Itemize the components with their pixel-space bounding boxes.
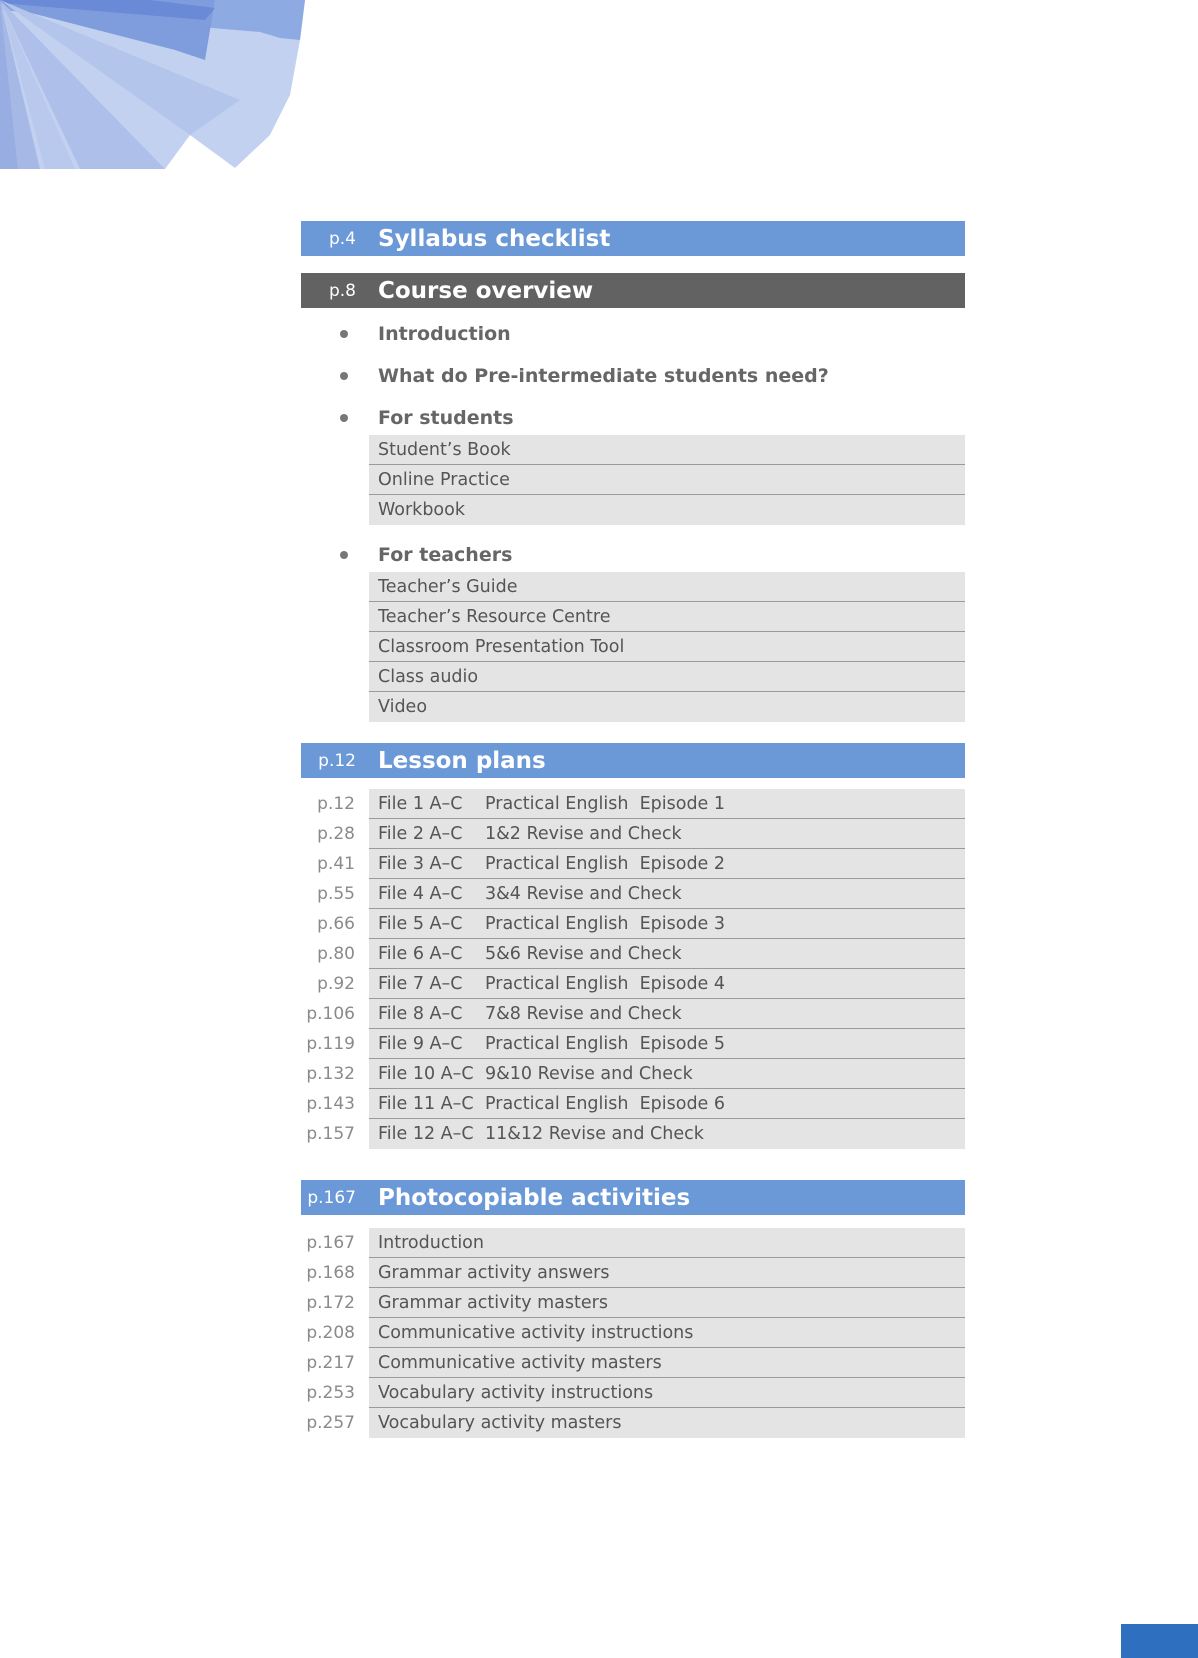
table-row[interactable]: [369, 909, 965, 939]
activity-label: Grammar activity answers: [378, 1262, 610, 1283]
list-item[interactable]: [369, 692, 965, 722]
bullet-label: Introduction: [378, 323, 511, 345]
row-page-number: p.253: [306, 1383, 355, 1403]
file-label: File 3 A–C: [378, 853, 463, 874]
corner-page-tab: [1121, 1624, 1198, 1658]
list-item-label: Teacher’s Guide: [378, 576, 518, 597]
bullet-introduction: [340, 321, 511, 347]
lesson-plans-page-number: p.12: [318, 750, 356, 771]
row-page-number: p.172: [306, 1293, 355, 1313]
row-page-number: p.119: [306, 1034, 355, 1054]
photocopiable-activities-header[interactable]: [301, 1180, 965, 1215]
list-item-label: Student’s Book: [378, 439, 511, 460]
row-page-number: p.168: [306, 1263, 355, 1283]
topic-label: Practical English Episode 2: [485, 853, 726, 874]
topic-label: Practical English Episode 1: [485, 793, 726, 814]
topic-label: Practical English Episode 4: [485, 973, 726, 994]
photocopiable-page-numbers: [290, 1228, 355, 1438]
bullet-for-teachers: [340, 542, 513, 568]
file-label: File 5 A–C: [378, 913, 463, 934]
table-row[interactable]: [369, 969, 965, 999]
topic-label: Practical English Episode 5: [485, 1033, 726, 1054]
row-page-number: p.208: [306, 1323, 355, 1343]
teachers-items-list: [369, 572, 965, 722]
list-item-label: Workbook: [378, 500, 465, 520]
table-row[interactable]: [369, 999, 965, 1029]
course-overview-header[interactable]: [301, 273, 965, 308]
table-row[interactable]: [369, 849, 965, 879]
table-row[interactable]: [369, 879, 965, 909]
activity-label: Vocabulary activity instructions: [378, 1382, 654, 1403]
topic-label: 3&4 Revise and Check: [485, 883, 682, 904]
students-items-list: [369, 435, 965, 525]
list-item-label: Video: [378, 697, 428, 717]
table-row[interactable]: [369, 1408, 965, 1438]
lesson-plans-page-numbers: [290, 789, 355, 1149]
bullet-dot: [340, 330, 348, 338]
row-page-number: p.66: [317, 914, 355, 934]
table-row[interactable]: [369, 939, 965, 969]
table-row[interactable]: [369, 1029, 965, 1059]
activity-label: Communicative activity instructions: [378, 1322, 694, 1343]
list-item[interactable]: [369, 465, 965, 495]
file-label: File 1 A–C: [378, 793, 463, 814]
topic-label: 11&12 Revise and Check: [485, 1124, 704, 1144]
file-label: File 7 A–C: [378, 973, 463, 994]
topic-label: Practical English Episode 3: [485, 913, 726, 934]
list-item[interactable]: [369, 602, 965, 632]
list-item-label: Online Practice: [378, 469, 510, 490]
topic-label: 1&2 Revise and Check: [485, 823, 682, 844]
table-row[interactable]: [369, 1089, 965, 1119]
row-page-number: p.41: [317, 854, 355, 874]
activity-label: Communicative activity masters: [378, 1352, 662, 1373]
table-row[interactable]: [369, 1288, 965, 1318]
file-label: File 2 A–C: [378, 823, 463, 844]
bullet-label: What do Pre-intermediate students need?: [378, 365, 829, 387]
row-page-number: p.257: [306, 1413, 355, 1433]
list-item-label: Classroom Presentation Tool: [378, 636, 625, 657]
decorative-fan-graphic: [0, 0, 310, 175]
topic-label: 9&10 Revise and Check: [485, 1063, 693, 1084]
list-item[interactable]: [369, 572, 965, 602]
file-label: File 8 A–C: [378, 1003, 463, 1024]
lesson-plans-table: [369, 789, 965, 1149]
row-page-number: p.28: [317, 824, 355, 844]
list-item[interactable]: [369, 662, 965, 692]
file-label: File 6 A–C: [378, 943, 463, 964]
bullet-needs: [340, 363, 829, 389]
photocopiable-title: Photocopiable activities: [378, 1184, 691, 1211]
file-label: File 9 A–C: [378, 1033, 463, 1054]
table-row[interactable]: [369, 819, 965, 849]
table-row[interactable]: [369, 1119, 965, 1149]
row-page-number: p.80: [317, 944, 355, 964]
row-page-number: p.143: [306, 1094, 355, 1114]
photocopiable-table: [369, 1228, 965, 1438]
activity-label: Introduction: [378, 1232, 484, 1253]
bullet-label: For students: [378, 407, 514, 429]
row-page-number: p.157: [306, 1124, 355, 1144]
table-row[interactable]: [369, 1318, 965, 1348]
row-page-number: p.167: [306, 1233, 355, 1253]
table-row[interactable]: [369, 1348, 965, 1378]
file-label: File 4 A–C: [378, 883, 463, 904]
row-page-number: p.55: [317, 884, 355, 904]
row-page-number: p.92: [317, 974, 355, 994]
lesson-plans-title: Lesson plans: [378, 747, 546, 774]
row-page-number: p.217: [306, 1353, 355, 1373]
overview-page-number: p.8: [328, 280, 356, 301]
list-item[interactable]: [369, 632, 965, 662]
topic-label: 7&8 Revise and Check: [485, 1003, 682, 1024]
overview-title: Course overview: [378, 277, 594, 304]
bullet-dot: [340, 372, 348, 380]
syllabus-page-number: p.4: [328, 228, 356, 249]
list-item[interactable]: [369, 495, 965, 525]
file-label: File 10 A–C: [378, 1063, 474, 1084]
table-row[interactable]: [369, 1258, 965, 1288]
topic-label: Practical English Episode 6: [485, 1093, 726, 1114]
row-page-number: p.12: [317, 794, 355, 814]
topic-label: 5&6 Revise and Check: [485, 943, 682, 964]
activity-label: Vocabulary activity masters: [378, 1413, 622, 1433]
syllabus-checklist-header[interactable]: [301, 221, 965, 256]
table-row[interactable]: [369, 1378, 965, 1408]
syllabus-title: Syllabus checklist: [378, 225, 611, 252]
bullet-dot: [340, 414, 348, 422]
row-page-number: p.132: [306, 1064, 355, 1084]
bullet-label: For teachers: [378, 544, 513, 566]
row-page-number: p.106: [306, 1004, 355, 1024]
activity-label: Grammar activity masters: [378, 1292, 608, 1313]
file-label: File 11 A–C: [378, 1093, 474, 1114]
bullet-for-students: [340, 405, 514, 431]
bullet-dot: [340, 551, 348, 559]
photocopiable-page-number: p.167: [307, 1187, 356, 1208]
file-label: File 12 A–C: [378, 1124, 474, 1144]
table-row[interactable]: [369, 1228, 965, 1258]
lesson-plans-header[interactable]: [301, 743, 965, 778]
list-item[interactable]: [369, 435, 965, 465]
table-row[interactable]: [369, 789, 965, 819]
list-item-label: Teacher’s Resource Centre: [378, 606, 611, 627]
table-row[interactable]: [369, 1059, 965, 1089]
list-item-label: Class audio: [378, 666, 479, 687]
